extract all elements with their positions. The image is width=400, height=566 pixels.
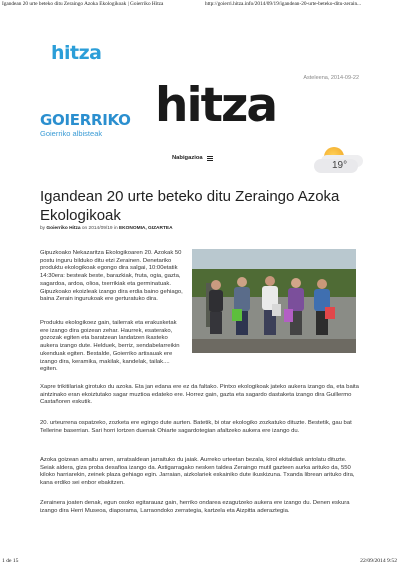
hamburger-icon [207, 156, 213, 161]
article-category-link[interactable]: EKONOMIA, GIZARTEA [118, 226, 173, 231]
goierriko-brand[interactable] [40, 113, 131, 138]
print-page-title: Igandean 20 urte beteko ditu Zeraingo Azoka Ekologikoak | Goierriko Hitza [2, 1, 164, 7]
print-page-number: 1 de 15 [2, 558, 19, 564]
print-footer [0, 556, 400, 566]
nav-label: Nabigazioa [172, 155, 203, 161]
header-date: Asteleena, 2014-09-22 [303, 75, 359, 81]
article-paragraph: 20. urteurrena ospatzeko, zozketa ere egingo dute aurten. Batetik, bi otar ekologiko zozkatuko dituzte. Bestetik, gau bat Tellerine baserrian. Sari horri lortzen duenak Ohiarte sagardotegian afaltzeko aukera ere izango du. [40, 420, 352, 434]
hitza-big-logo[interactable]: hitza [155, 78, 277, 133]
weather-temperature: 19° [332, 160, 348, 171]
print-datetime: 22/09/2014 9:52 [360, 558, 397, 564]
article-photo-image [192, 249, 356, 353]
brand-name: GOIERRIKO [40, 111, 131, 129]
byline-prefix: by [40, 226, 46, 231]
print-page-url: http://goierri.hitza.info/2014/09/19/igandean-20-urte-beteko-ditu-zerain... [205, 1, 362, 7]
article-byline [40, 226, 173, 231]
article-author-link[interactable]: Goierriko Hitza [46, 226, 81, 231]
article-paragraph: Azoka goizean amaitu arren, arratsaldean jarraituko du jaiak. Aurreko urteetan bezala, kirol ekitaldiak antolatu dituzte. Seiak aldera, giza proba desafioa izango da. Astigarragako nesken taldea Zeraingo mutil gazteen aurka arituko da, 550 kiloko harriarekin, zeinek plaza gehiago egin. Jarraian, aizkolariek eskainiko dute ikuskizuna. Txanda librean arituko dira, kana erdiko sei enbor ebakitzen. [40, 457, 355, 487]
article-paragraph: Xapre trikitilariak girotuko du azoka. Eta jan edana ere ez da faltako. Pintxo ekologikoak jateko aukera izango da, eta baita aintzinako eran ekoiztutako sagar muztioa edateko ere. Horrez gain, gazta eta sagardo dastaketa izango dira Guillermo Castañoren eskutik. [40, 384, 359, 406]
hitza-small-logo[interactable]: hitza [51, 42, 102, 64]
article-paragraph: Zerainera joaten denak, egun osoko egitarauaz gain, herriko ondarea ezagutzeko aukera ere izango du. Denen eskura izango dira Herri Museoa, diaporama, Larraondoko zerrategia, kartzela eta Aizpitta aderaztegia. [40, 500, 350, 514]
article-paragraph: Gipuzkoako Nekazaritza Ekologikoaren 20. Azokak 50 postu inguru bilduko ditu etzi Zerainen. Denetariko produktu ekologikoak egongo dira salgai, 10:00etatik 14:30era: besteak beste, barazkiak, fruta, ogia, gazta, sagardoa, ardoa, olioa, txerrikiak eta germinatuak. Gipuzkoako ekoizleak izango dira erdia baino gehiago, baina Zerain ingurukoak ere gerturatuko dira. [40, 250, 183, 303]
brand-subtitle: Goierriko albisteak [40, 129, 103, 138]
article-photo [192, 249, 356, 353]
article-title: Igandean 20 urte beteko ditu Zeraingo Azoka Ekologikoak [40, 188, 340, 224]
article-paragraph: Produktu ekologikoez gain, tailerrak eta erakusketak ere izango dira goizean zehar. Haurrek, esaterako, gozozak egiten eta baratzean landatzen ikasteko aukera izango dute. Helduek, berriz, sendabelarreikin ukenduak egiten. Bestalde, Goierriko artisauak ere izango dira, keramika, makilak, kandelak, tailak.... egiten. [40, 320, 180, 373]
byline-date: on 2014/09/19 in [81, 226, 118, 231]
nav-menu-toggle[interactable] [172, 155, 213, 161]
weather-widget [312, 143, 360, 179]
print-header [0, 0, 400, 9]
